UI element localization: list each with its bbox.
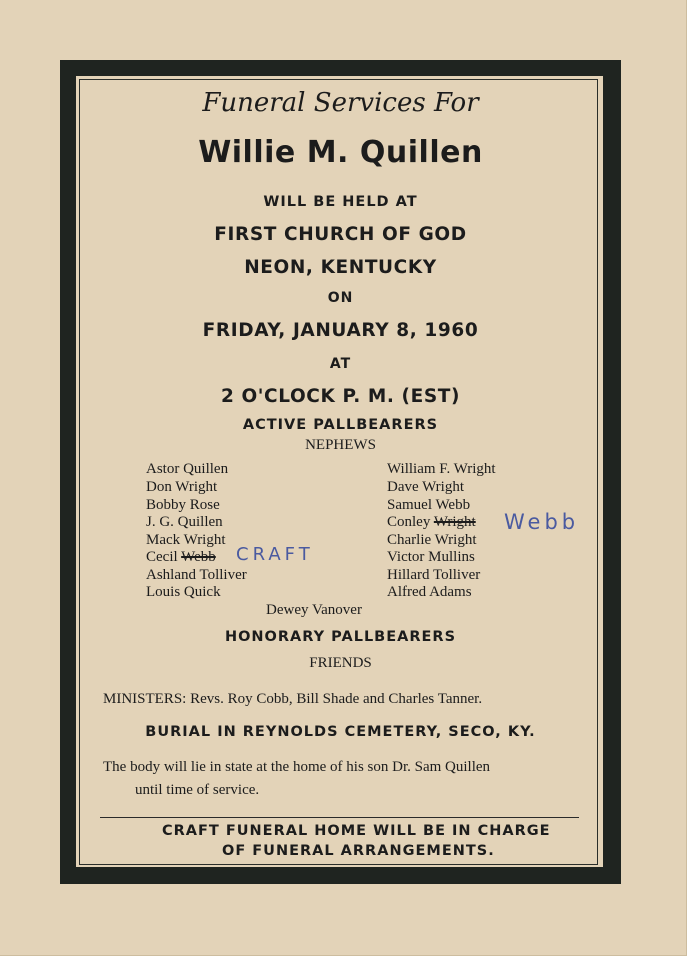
burial-line: BURIAL IN REYNOLDS CEMETERY, SECO, KY. — [145, 724, 536, 740]
footer-line-2: OF FUNERAL ARRANGEMENTS. — [222, 843, 495, 859]
pallbearer-name: Samuel Webb — [387, 497, 471, 513]
services-for-heading: Funeral Services For — [202, 88, 479, 118]
pallbearer-name: Ashland Tolliver — [146, 567, 247, 583]
crossed-out-surname: Webb — [181, 549, 216, 565]
nephews-subheading: NEPHEWS — [305, 437, 376, 453]
church-location: NEON, KENTUCKY — [244, 257, 437, 278]
pallbearer-name: Astor Quillen — [146, 461, 229, 477]
on-text: ON — [327, 290, 354, 306]
pallbearer-center-name: Dewey Vanover — [266, 602, 362, 618]
active-pallbearers-heading: ACTIVE PALLBEARERS — [242, 417, 439, 433]
pallbearer-name: Cecil — [146, 549, 178, 565]
pallbearer-cecil-row — [146, 549, 216, 566]
service-time: 2 O'CLOCK P. M. (EST) — [220, 386, 461, 407]
pallbearer-name: Don Wright — [146, 479, 218, 495]
pallbearer-name: Hillard Tolliver — [387, 567, 481, 583]
pallbearer-name: William F. Wright — [387, 461, 496, 477]
footer-line-1: CRAFT FUNERAL HOME WILL BE IN CHARGE — [162, 823, 551, 839]
crossed-out-surname: Wright — [433, 514, 476, 530]
friends-subheading: FRIENDS — [309, 655, 372, 671]
lie-in-state-line-1: The body will lie in state at the home of his son Dr. Sam Quillen — [103, 759, 491, 775]
ministers-line: MINISTERS: Revs. Roy Cobb, Bill Shade and Charles Tanner. — [103, 691, 483, 707]
lie-in-state-line-2: until time of service. — [135, 782, 260, 798]
handwritten-correction-webb: Webb — [504, 510, 580, 534]
pallbearer-name: Victor Mullins — [387, 549, 475, 565]
pallbearer-name: Bobby Rose — [146, 497, 220, 513]
service-date: FRIDAY, JANUARY 8, 1960 — [202, 320, 479, 341]
pallbearer-conley-row — [387, 514, 476, 531]
deceased-name: Willie M. Quillen — [198, 135, 483, 170]
pallbearer-name: Mack Wright — [146, 532, 226, 548]
pallbearer-name: Conley — [387, 514, 431, 530]
church-name: FIRST CHURCH OF GOD — [214, 224, 467, 245]
pallbearer-name: J. G. Quillen — [146, 514, 223, 530]
handwritten-correction-craft: CRAFT — [236, 544, 314, 565]
held-at-text: WILL BE HELD AT — [263, 194, 418, 210]
pallbearer-name: Dave Wright — [387, 479, 465, 495]
at-text: AT — [329, 356, 352, 372]
pallbearer-name: Louis Quick — [146, 584, 221, 600]
footer-divider — [100, 817, 579, 818]
pallbearer-name: Charlie Wright — [387, 532, 477, 548]
honorary-pallbearers-heading: HONORARY PALLBEARERS — [224, 629, 457, 645]
pallbearer-name: Alfred Adams — [387, 584, 472, 600]
